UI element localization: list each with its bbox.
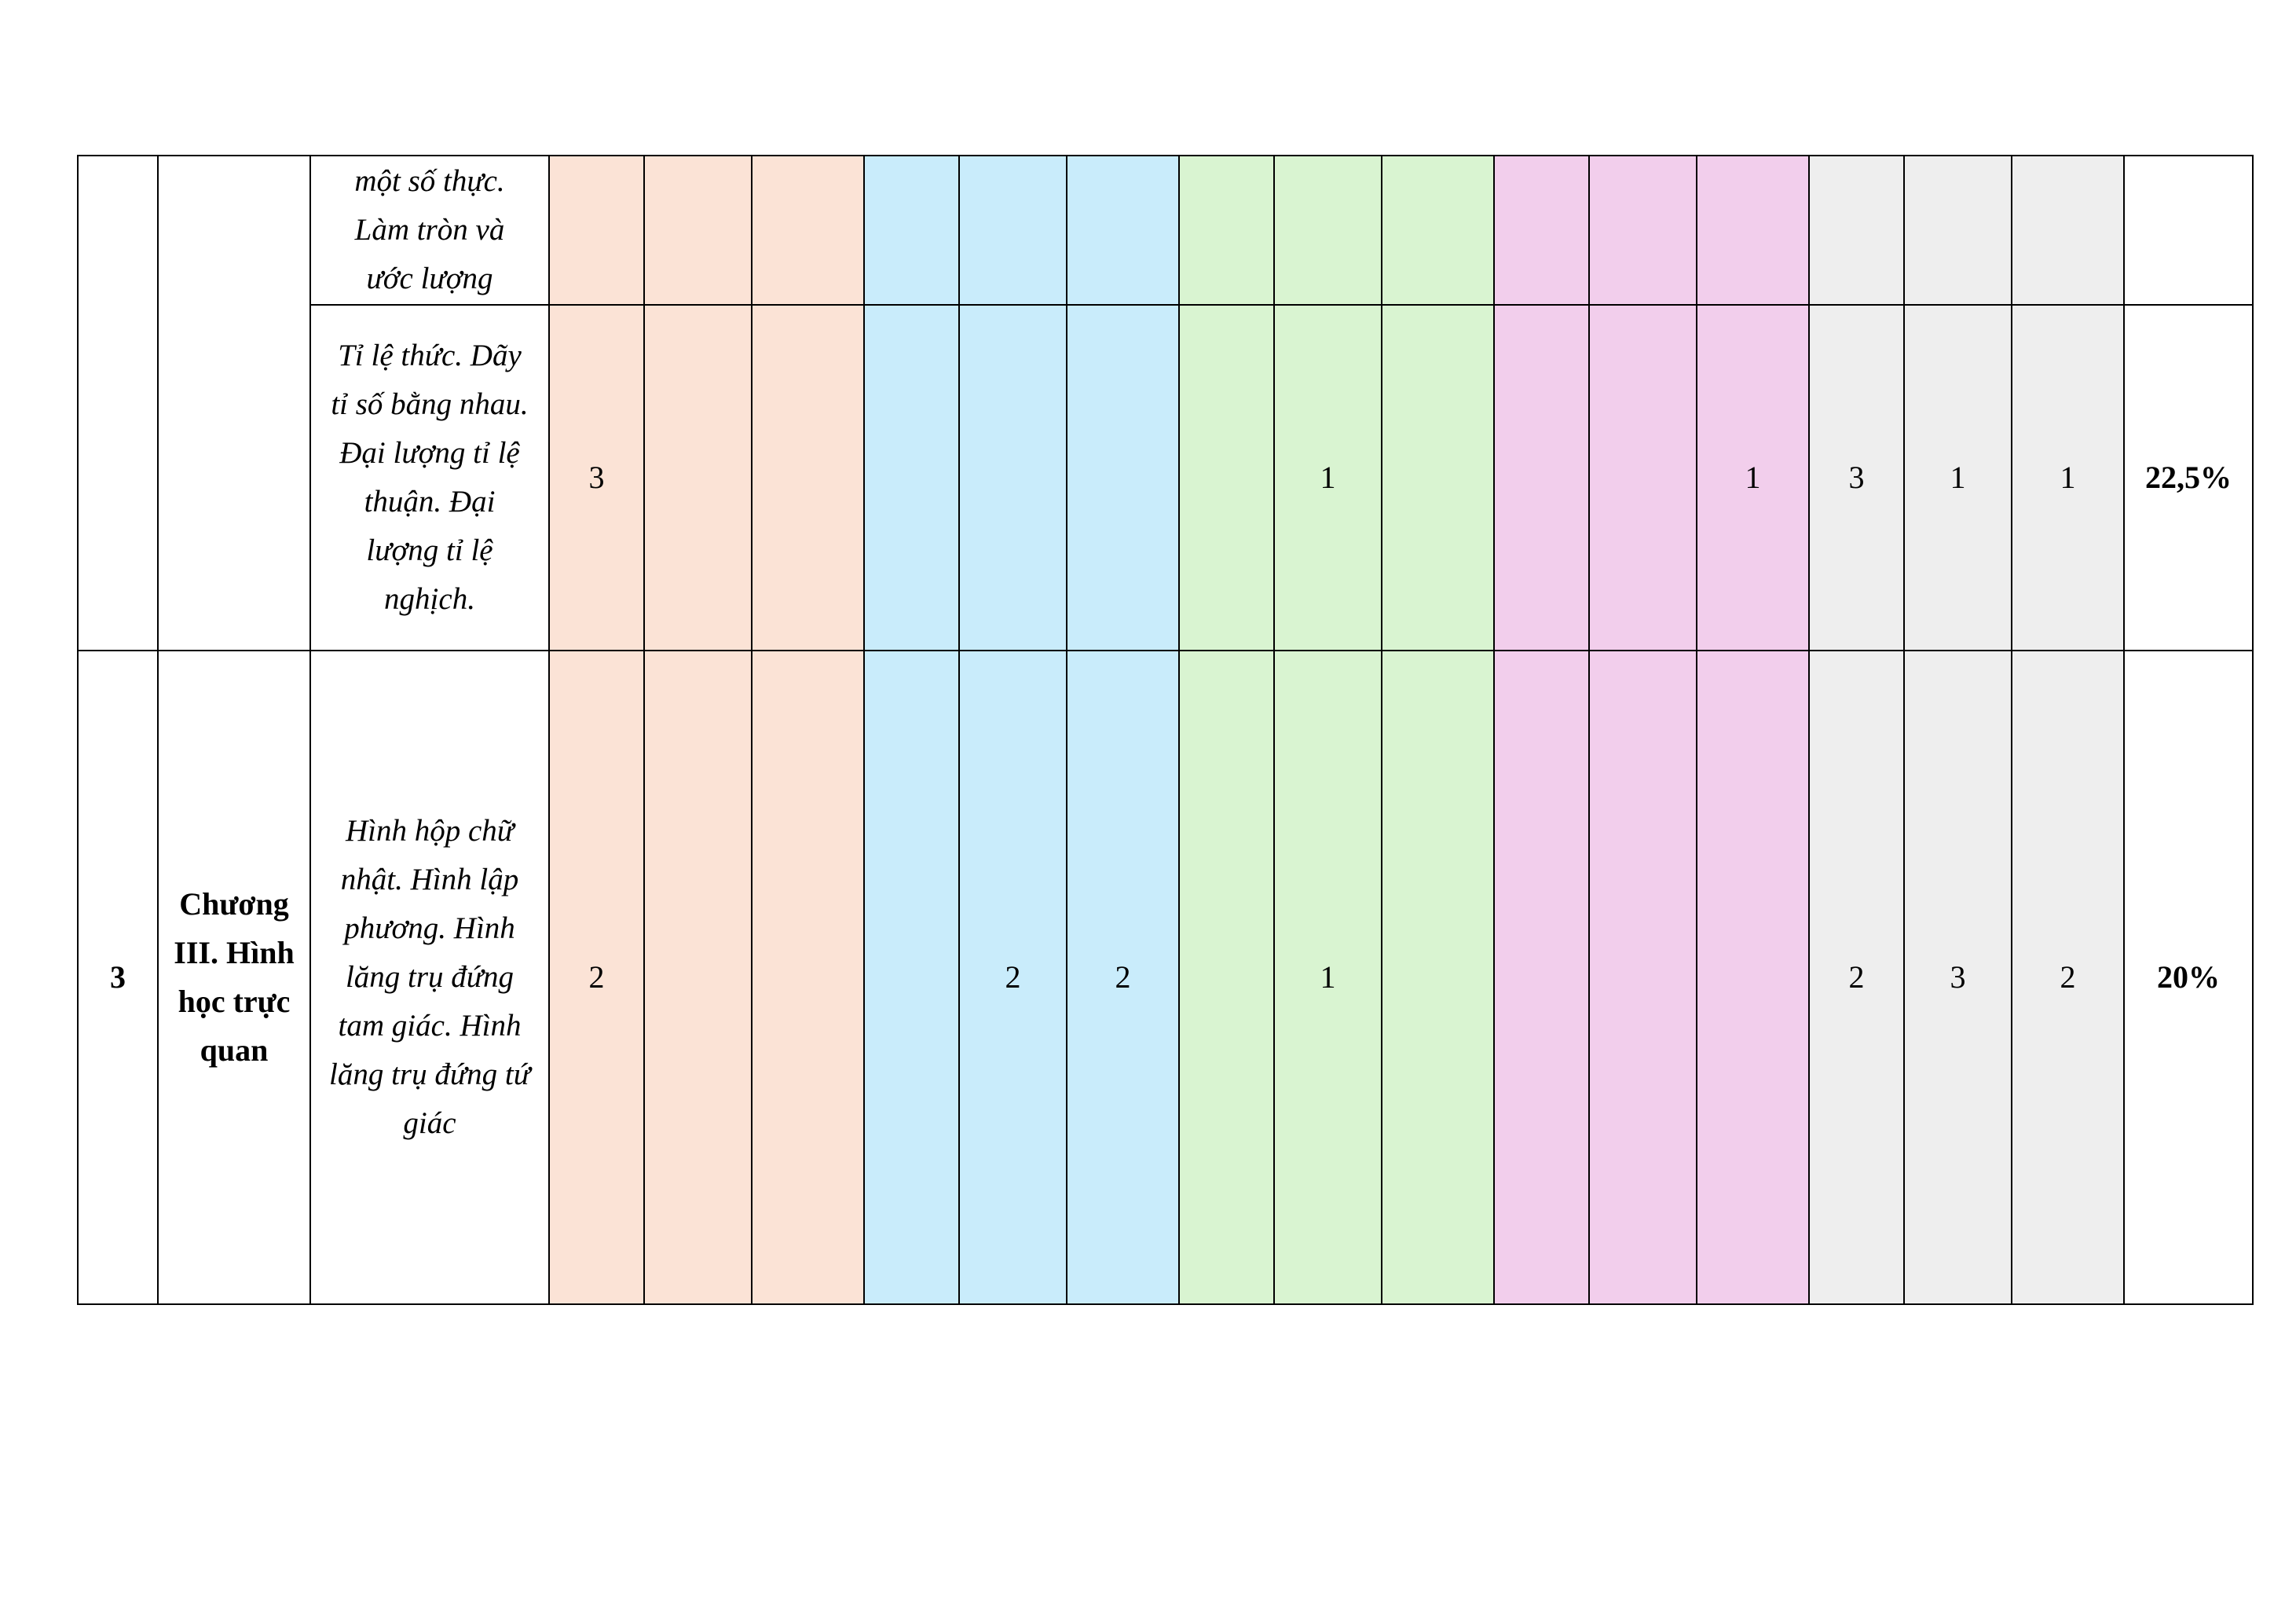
level2-mcq-cell bbox=[864, 305, 959, 651]
total-short-cell bbox=[2012, 156, 2124, 305]
level4-mcq-cell bbox=[1494, 651, 1589, 1304]
table-row bbox=[78, 651, 2253, 1304]
table-row bbox=[78, 156, 2253, 305]
level1-short-cell bbox=[752, 651, 864, 1304]
chapter-cell bbox=[158, 156, 310, 651]
level3-tf-cell bbox=[1274, 156, 1382, 305]
total-short-cell: 1 bbox=[2012, 305, 2124, 651]
assessment-matrix-table bbox=[77, 155, 2254, 1305]
level1-tf-cell bbox=[644, 651, 752, 1304]
level2-tf-cell bbox=[959, 305, 1067, 651]
level3-tf-cell: 1 bbox=[1274, 651, 1382, 1304]
level2-tf-cell: 2 bbox=[959, 651, 1067, 1304]
total-short-cell: 2 bbox=[2012, 651, 2124, 1304]
table-row bbox=[78, 305, 2253, 651]
total-tf-cell: 1 bbox=[1904, 305, 2012, 651]
chapter-cell: Chương III. Hình học trực quan bbox=[158, 651, 310, 1304]
level4-tf-cell bbox=[1589, 651, 1697, 1304]
level3-mcq-cell bbox=[1179, 305, 1274, 651]
level3-short-cell bbox=[1382, 651, 1494, 1304]
level3-mcq-cell bbox=[1179, 651, 1274, 1304]
level2-tf-cell bbox=[959, 156, 1067, 305]
level4-tf-cell bbox=[1589, 305, 1697, 651]
level4-tf-cell bbox=[1589, 156, 1697, 305]
level2-mcq-cell bbox=[864, 156, 959, 305]
level4-short-cell: 1 bbox=[1697, 305, 1809, 651]
level2-short-cell bbox=[1067, 156, 1179, 305]
level1-mcq-cell bbox=[549, 156, 644, 305]
stt-cell bbox=[78, 156, 158, 651]
level4-short-cell bbox=[1697, 651, 1809, 1304]
topic-cell: Tỉ lệ thức. Dãy tỉ số bằng nhau. Đại lượng tỉ lệ thuận. Đại lượng tỉ lệ nghịch. bbox=[310, 305, 549, 651]
level2-mcq-cell bbox=[864, 651, 959, 1304]
level1-tf-cell bbox=[644, 305, 752, 651]
level1-mcq-cell: 2 bbox=[549, 651, 644, 1304]
stt-cell: 3 bbox=[78, 651, 158, 1304]
percent-cell: 20% bbox=[2124, 651, 2253, 1304]
level1-tf-cell bbox=[644, 156, 752, 305]
level4-mcq-cell bbox=[1494, 156, 1589, 305]
level4-mcq-cell bbox=[1494, 305, 1589, 651]
total-mcq-cell bbox=[1809, 156, 1904, 305]
total-tf-cell: 3 bbox=[1904, 651, 2012, 1304]
level2-short-cell bbox=[1067, 305, 1179, 651]
level3-tf-cell: 1 bbox=[1274, 305, 1382, 651]
percent-cell bbox=[2124, 156, 2253, 305]
level1-mcq-cell: 3 bbox=[549, 305, 644, 651]
level2-short-cell: 2 bbox=[1067, 651, 1179, 1304]
topic-cell: Hình hộp chữ nhật. Hình lập phương. Hình lăng trụ đứng tam giác. Hình lăng trụ đứng tứ giác bbox=[310, 651, 549, 1304]
level3-short-cell bbox=[1382, 305, 1494, 651]
level3-short-cell bbox=[1382, 156, 1494, 305]
level4-short-cell bbox=[1697, 156, 1809, 305]
topic-cell: một số thực. Làm tròn và ước lượng bbox=[310, 156, 549, 305]
total-mcq-cell: 2 bbox=[1809, 651, 1904, 1304]
total-mcq-cell: 3 bbox=[1809, 305, 1904, 651]
total-tf-cell bbox=[1904, 156, 2012, 305]
level1-short-cell bbox=[752, 305, 864, 651]
level3-mcq-cell bbox=[1179, 156, 1274, 305]
level1-short-cell bbox=[752, 156, 864, 305]
percent-cell: 22,5% bbox=[2124, 305, 2253, 651]
